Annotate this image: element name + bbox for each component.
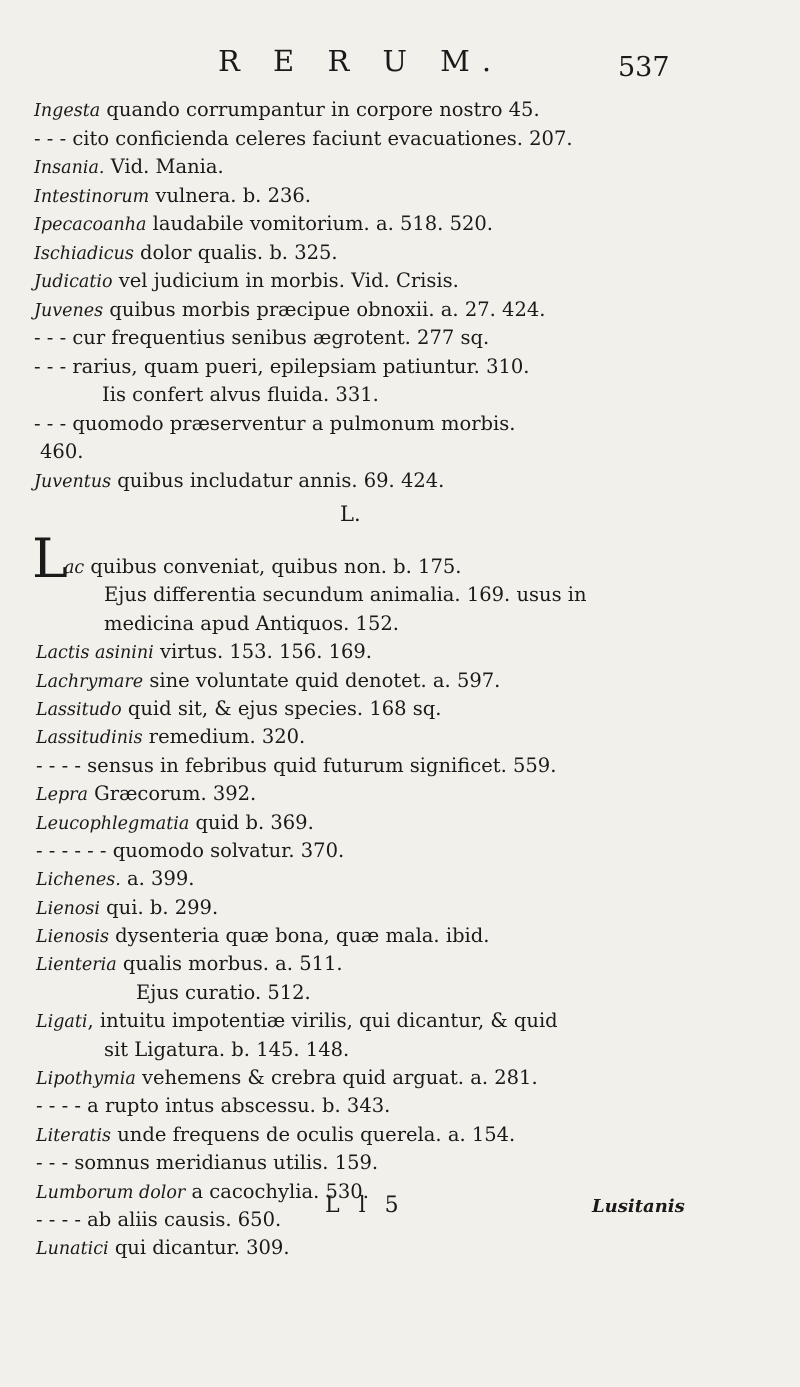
index-entry	[34, 381, 674, 410]
index-entry	[36, 894, 696, 922]
entry-text: qualis morbus. a. 511.	[116, 952, 343, 976]
index-entry	[36, 667, 696, 695]
entry-text: - - - - a rupto intus abscessu. b. 343.	[36, 1094, 391, 1118]
entry-keyword: Literatis	[36, 1125, 112, 1146]
index-entry	[36, 1064, 696, 1092]
entry-text: vehemens & crebra quid arguat. a. 281.	[135, 1066, 538, 1090]
entry-text: Vid. Mania.	[104, 155, 224, 178]
index-entry	[36, 695, 696, 723]
index-entry	[34, 239, 674, 268]
entry-text: a. 399.	[120, 867, 195, 891]
entry-text: Ejus differentia secundum animalia. 169. usus in	[104, 583, 587, 607]
entry-keyword: Lumborum dolor	[36, 1182, 186, 1203]
index-entry	[36, 1092, 696, 1120]
index-entry	[34, 210, 674, 239]
index-entry	[36, 922, 696, 950]
entry-keyword: Lassitudo	[36, 699, 122, 720]
index-entry	[36, 610, 696, 638]
entry-keyword: Lachrymare	[36, 671, 144, 692]
entry-text: - - - rarius, quam pueri, epilepsiam patiuntur. 310.	[34, 354, 530, 378]
entry-keyword: Ipecacoanha	[34, 215, 147, 235]
entry-keyword: Ischiadicus	[34, 243, 134, 264]
index-entry	[36, 1036, 696, 1064]
index-entry	[36, 553, 696, 581]
entry-keyword: Intestinorum	[34, 186, 150, 207]
entry-text: - - - - sensus in febribus quid futurum significet. 559.	[36, 753, 557, 777]
entry-text: dysenteria quæ bona, quæ mala. ibid.	[108, 924, 490, 948]
index-entry	[34, 324, 674, 353]
entry-keyword: Judicatio	[34, 272, 113, 292]
index-entry	[36, 1007, 696, 1035]
entry-text: qui dicantur. 309.	[108, 1236, 290, 1260]
entry-keyword: Juvenes	[34, 300, 104, 321]
entry-keyword: ac	[64, 558, 85, 578]
index-entry	[36, 752, 696, 780]
entry-keyword: Juventus	[34, 471, 112, 492]
index-entries-l	[36, 553, 696, 1263]
index-entry	[34, 410, 674, 439]
entry-text: quibus morbis præcipue obnoxii. a. 27. 424.	[103, 297, 546, 321]
entry-text: sit Ligatura. b. 145. 148.	[104, 1037, 350, 1061]
entry-text: Græcorum. 392.	[87, 782, 257, 806]
running-head: R E R U M.	[218, 44, 504, 78]
entry-keyword: Lienosi	[36, 898, 100, 919]
entry-text: - - - cur frequentius senibus ægrotent. 277 sq.	[34, 326, 490, 349]
index-entry	[36, 780, 696, 808]
index-entry	[36, 581, 696, 609]
entry-text: vel judicium in morbis. Vid. Crisis.	[112, 269, 459, 292]
entry-text: - - - - - - quomodo solvatur. 370.	[36, 838, 345, 862]
entry-text: vulnera. b. 236.	[149, 183, 311, 207]
entry-keyword: Lienteria	[36, 955, 117, 976]
entry-text: sine voluntate quid denotet. a. 597.	[143, 668, 501, 692]
entry-keyword: Ingesta	[34, 101, 101, 121]
entry-keyword: Lipothymia	[36, 1069, 136, 1090]
index-entry	[36, 979, 696, 1007]
catchword: Lusitanis	[592, 1196, 685, 1217]
index-entry	[36, 809, 696, 837]
index-entry	[34, 182, 674, 211]
entry-text: quando corrumpantur in corpore nostro 45.	[100, 98, 540, 121]
index-entry	[36, 638, 696, 666]
index-entry	[34, 153, 674, 182]
index-entry	[34, 267, 674, 296]
entry-keyword: Lienosis	[36, 927, 109, 948]
entry-text: - - - cito conficienda celeres faciunt evacuationes. 207.	[34, 126, 573, 150]
index-entry	[34, 438, 674, 467]
entry-text: quid sit, & ejus species. 168 sq.	[121, 696, 442, 720]
entry-keyword: Leucophlegmatia	[36, 813, 190, 834]
index-entry	[34, 96, 674, 125]
entry-text: - - - - ab aliis causis. 650.	[36, 1207, 282, 1231]
entry-text: - - - somnus meridianus utilis. 159.	[36, 1151, 379, 1175]
entry-text: quibus conveniat, quibus non. b. 175.	[84, 555, 462, 578]
drop-cap: L	[32, 527, 68, 590]
entry-text: remedium. 320.	[142, 725, 306, 749]
index-entry	[36, 950, 696, 978]
entry-keyword: Lassitudinis	[36, 728, 143, 749]
section-heading: L.	[340, 502, 361, 526]
entry-text: virtus. 153. 156. 169.	[153, 640, 373, 664]
index-entry	[36, 1149, 696, 1177]
entry-text: quibus includatur annis. 69. 424.	[111, 468, 445, 492]
index-entry	[36, 1121, 696, 1149]
entry-keyword: Lepra	[36, 785, 88, 806]
index-entry	[36, 837, 696, 865]
entry-text: laudabile vomitorium. a. 518. 520.	[146, 212, 493, 235]
entry-keyword: Lichenes.	[36, 870, 121, 891]
entry-keyword: Ligati	[36, 1012, 88, 1033]
entry-text: medicina apud Antiquos. 152.	[104, 611, 399, 635]
page-number: 537	[618, 52, 670, 83]
entry-keyword: Insania.	[34, 158, 105, 178]
index-entry	[34, 353, 674, 382]
entry-text: - - - quomodo præserventur a pulmonum morbis.	[34, 411, 516, 435]
entry-text: a cacochylia. 530.	[185, 1179, 369, 1203]
entry-text: unde frequens de oculis querela. a. 154.	[111, 1122, 516, 1146]
entry-text: Ejus curatio. 512.	[136, 980, 311, 1004]
entry-text: dolor qualis. b. 325.	[133, 240, 338, 264]
entry-text: qui. b. 299.	[99, 895, 219, 919]
index-entry	[34, 467, 674, 496]
entry-keyword: Lactis asinini	[36, 643, 154, 664]
entry-text: , intuitu impotentiæ virilis, qui dicantur, & quid	[87, 1009, 558, 1033]
index-entry	[34, 125, 674, 154]
index-entry	[36, 1234, 696, 1262]
entry-keyword: Lunatici	[36, 1239, 109, 1260]
index-entry	[34, 296, 674, 325]
entry-text: quid b. 369.	[189, 810, 314, 834]
index-entry	[36, 865, 696, 893]
index-entry	[36, 723, 696, 751]
signature-mark: L l 5	[325, 1193, 405, 1218]
entry-text: 460.	[40, 440, 84, 463]
entry-text: Iis confert alvus fluida. 331.	[102, 383, 379, 406]
index-entries-i-j	[34, 96, 674, 495]
